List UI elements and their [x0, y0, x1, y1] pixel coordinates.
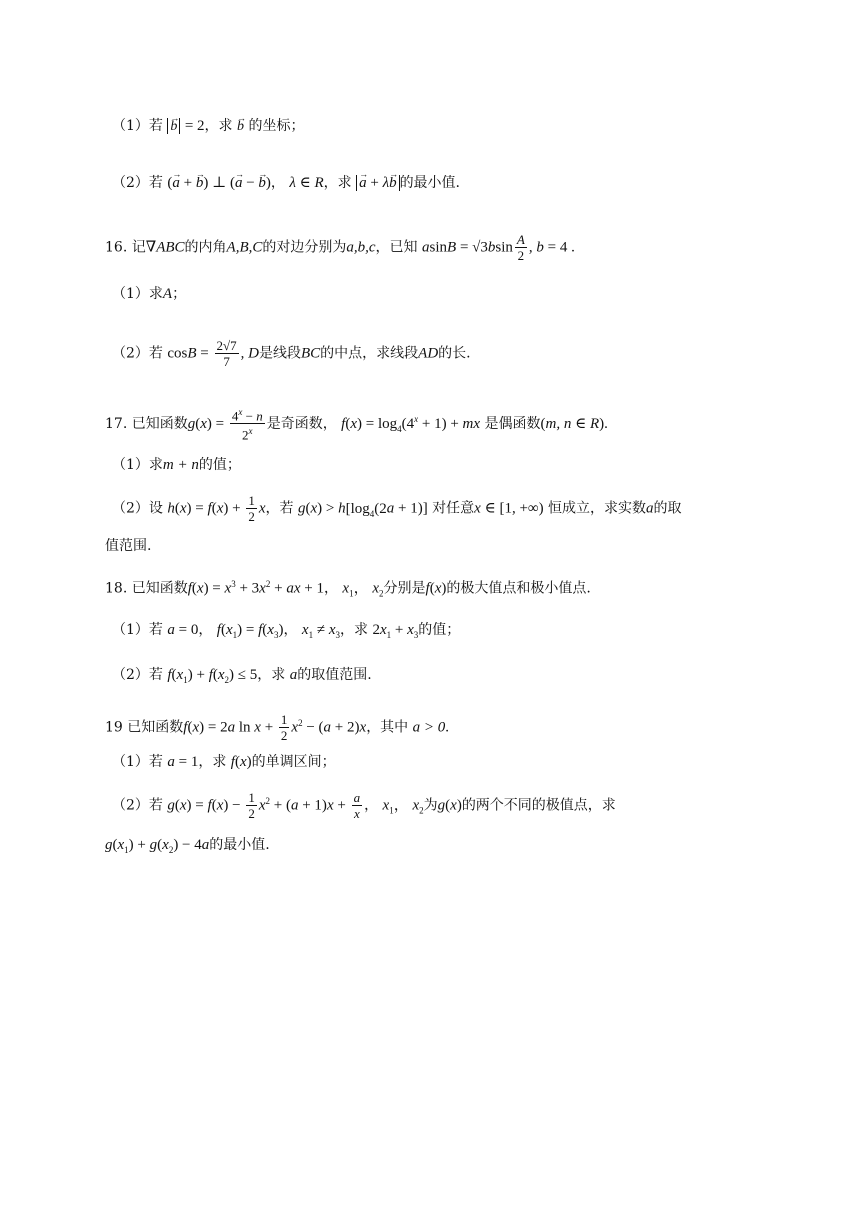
math-A: A [162, 286, 173, 302]
q18-part2: （2）若 $f(x_1) + f(x_2) \le 5$，求 a的取值范围. [112, 667, 372, 685]
q19-mid: ，其中 [366, 719, 409, 736]
q18-p1-mid2: ， [283, 622, 298, 638]
q17-p2-end: 的取 [653, 500, 682, 517]
q19-p2-label: （2）若 [112, 797, 163, 814]
q15-p2-label: （2）若 [112, 175, 163, 191]
q15-p1-end: 的坐标； [248, 118, 305, 134]
q18-part1: （1）若 a = 0， $f(x_1) = f(x_3)$， $x_1 \ne x_3$，求 $2x_1 + x_3$的值； [112, 622, 461, 640]
q16-mid3: ，已知 [375, 239, 418, 256]
q15-p2-end: 的最小值. [399, 175, 461, 191]
math-frac-cosB: $\frac{2√7}{7}$ [216, 338, 237, 369]
q17-p2-cont: 值范围. [105, 538, 152, 554]
q16-part2: （2）若 cosB = $\frac{2√7}{7}$ , D是线段BC的中点，求线段AD的长. [112, 338, 471, 369]
q18-mid3: 的极大值点和极小值点. [446, 580, 591, 597]
math-frac-A2: $\frac{A}{2}$ [516, 232, 525, 263]
q17-part1 [112, 455, 241, 475]
math-BC: BC [301, 345, 321, 362]
q18-p1-mid: ， [198, 622, 213, 638]
math-m-plus-n: m + n [162, 457, 199, 473]
q17-p1-end: 的值； [198, 457, 241, 473]
q19-part2-cont: $g(x_1) + g(x_2) - 4a$的最小值. [105, 837, 270, 855]
q15-part2 [112, 173, 460, 193]
q16-intro: 记 [131, 239, 146, 256]
q17-stem: 17. 已知函数g(x) = $\frac{4^x - n}{2^x}$ 是奇函数， $f(x) = \log_4(4^x + 1)$ + mx 是偶函数(m, n ∈ R). [105, 407, 608, 443]
math-AD: AD [418, 345, 439, 362]
q19-part2: （2）若 g(x) = f(x) − $\frac{1}{2}$ $x^2 + (a + 1)x$ + $\frac{a}{x}$ ， $x_1$， $x_2$为g(x)的两个不同的极值点，求 [112, 790, 616, 821]
q18-p2-mid: ，求 [257, 667, 286, 683]
math-abs-expr: → a + λ→ b [356, 175, 399, 191]
q16-p2-mid2: 的中点，求线段 [320, 345, 419, 362]
q16-part1 [112, 284, 186, 304]
q15-p2-mid: ， [270, 175, 285, 191]
q16-p2-mid: 是线段 [259, 345, 301, 362]
q17-p2-mid: ，若 [265, 500, 294, 517]
q16-mid1: 的内角 [184, 239, 227, 256]
q18-stem: 18. 已知函数$f(x) = x^3 + 3x^2$ + ax + 1， $x_1$， $x_2$分别是f(x)的极大值点和极小值点. [105, 579, 591, 599]
math-frac-a-x: $\frac{a}{x}$ [353, 790, 361, 821]
q18-p2-end: 的取值范围. [297, 667, 372, 683]
q19-p1-mid: ，求 [198, 754, 227, 770]
q19-p1-label: （1）若 [112, 754, 163, 770]
q16-p1-end: ； [172, 286, 187, 302]
q17-intro: 已知函数 [131, 415, 188, 432]
q17-number: 17. [105, 415, 128, 432]
q15-p1-tail: ，求 [204, 118, 233, 134]
q18-mid2: 分别是 [383, 580, 426, 597]
math-a: a [289, 667, 298, 683]
math-frac-half-19b: $\frac{1}{2}$ [248, 790, 255, 821]
math-g-def: g [187, 415, 196, 432]
math-lambda: λ ∈ R [289, 175, 324, 191]
q19-stem: 19 已知函数f(x) = 2a ln x + $\frac{1}{2}$ $x^2 - (a + 2)x$，其中 a > 0. [105, 712, 450, 743]
q17-even: 是偶函数 [484, 415, 541, 432]
math-vec-b: → b [237, 117, 244, 137]
q15-p2-tail: ，求 [323, 175, 352, 191]
math-perp-expr: (→ a + → b) ⊥ (→ a − → b) [167, 175, 271, 191]
math-a-positive: a > 0 [412, 719, 446, 736]
q19-p2-end: 的最小值. [209, 837, 270, 853]
math-frac-half: $\frac{1}{2}$ [248, 493, 255, 524]
q16-p2-label: （2）若 [112, 345, 163, 362]
q16-number: 16. [105, 239, 128, 256]
q18-number: 18. [105, 580, 128, 597]
math-given-eq: a [422, 239, 430, 256]
q16-stem: 16. 记∇ABC的内角A,B,C的对边分别为a,b,c，已知 asinB = √3bsin $\frac{A}{2}$ , b = 4 . [105, 232, 575, 263]
q18-intro: 已知函数 [131, 580, 188, 597]
q18-p1-label: （1）若 [112, 622, 163, 638]
q18-mid: ， [323, 580, 338, 597]
q18-p1-mid3: ，求 [339, 622, 368, 638]
q19-p2-mid2: 为 [423, 797, 438, 814]
q17-odd: 是奇函数， [266, 415, 337, 432]
math-triangle: ∇ABC [145, 239, 185, 256]
q19-number: 19 [105, 719, 123, 736]
q18-p2-label: （2）若 [112, 667, 163, 683]
q19-p1-end: 的单调区间； [251, 754, 336, 770]
math-eq: = 2 [184, 118, 205, 134]
q17-part2: （2）设 h(x) = f(x) + $\frac{1}{2}$ x，若 $g(x) > h[\log_4(2a + 1)]$ 对任意x ∈ [1, +∞) 恒成立，求实数a的取 [112, 493, 682, 524]
q17-p2-label: （2）设 [112, 500, 163, 517]
q19-p2-mid: ， [364, 797, 379, 814]
math-abs-b: → b [167, 118, 180, 134]
q19-intro: 已知函数 [127, 719, 184, 736]
q16-mid2: 的对边分别为 [262, 239, 347, 256]
q19-part1: （1）若 a = 1，求 f(x)的单调区间； [112, 754, 336, 770]
q15-p1-label: （1）若 [112, 118, 163, 134]
math-frac-g: $\frac{4^x - n}{2^x}$ [231, 407, 263, 443]
q16-p1-label: （1）求 [112, 286, 163, 302]
math-sides: a,b,c [346, 239, 376, 256]
q17-p2-mid2: 对任意 [432, 500, 475, 517]
q15-part1 [112, 116, 304, 137]
math-a: a [646, 500, 654, 517]
q16-p2-end: 的长. [438, 345, 471, 362]
math-angles: A,B,C [226, 239, 263, 256]
q17-part2-cont [105, 536, 151, 556]
q18-p1-end: 的值； [418, 622, 461, 638]
q17-p1-label: （1）求 [112, 457, 163, 473]
q17-p2-mid3: 恒成立，求实数 [548, 500, 647, 517]
math-frac-half-19: $\frac{1}{2}$ [280, 712, 288, 743]
q19-p2-mid3: 的两个不同的极值点，求 [461, 797, 616, 814]
